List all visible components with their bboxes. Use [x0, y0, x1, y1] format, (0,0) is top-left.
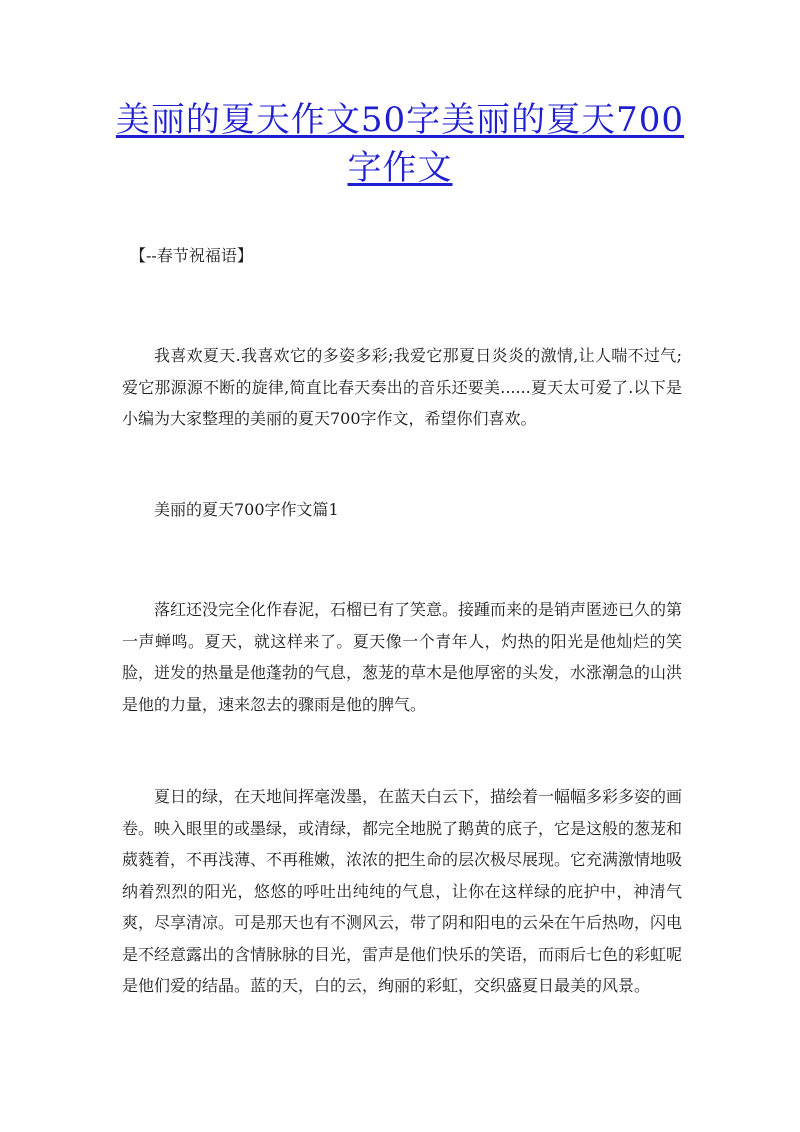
- body-paragraph-2: 夏日的绿，在天地间挥毫泼墨，在蓝天白云下，描绘着一幅幅多彩多姿的画卷。映入眼里的或墨绿，或清绿，都完全地脱了鹅黄的底子，它是这般的葱茏和葳蕤着，不再浅薄、不再稚嫩，浓浓的把生命的层次极尽展现。它充满激情地吸纳着烈烈的阳光，悠悠的呼吐出纯纯的气息，让你在这样绿的庇护中，神清气爽，尽享清凉。可是那天也有不测风云，带了阴和阳电的云朵在午后热吻，闪电是不经意露出的含情脉脉的目光，雷声是他们快乐的笑语，而雨后七色的彩虹呢是他们爱的结晶。蓝的天，白的云，绚丽的彩虹，交织盛夏日最美的风景。: [122, 787, 683, 995]
- intro-paragraph: 我喜欢夏天.我喜欢它的多姿多彩;我爱它那夏日炎炎的激情,让人喘不过气;爱它那源源不断的旋律,简直比春天奏出的音乐还要美......夏天太可爱了.以下是小编为大家整理的美丽的夏天700字作文，希望你们喜欢。: [122, 346, 682, 428]
- document-title-link[interactable]: 美丽的夏天作文50字美丽的夏天700字作文: [115, 100, 685, 188]
- body-paragraph-1: 落红还没完全化作春泥，石榴已有了笑意。接踵而来的是销声匿迹已久的第一声蝉鸣。夏天，就这样来了。夏天像一个青年人，灼热的阳光是他灿烂的笑脸，迸发的热量是他蓬勃的气息，葱茏的草木是他厚密的头发，水涨潮急的山洪是他的力量，速来忽去的骤雨是他的脾气。: [122, 600, 683, 714]
- category-tag: 【--春节祝福语】: [130, 246, 253, 265]
- section-heading: 美丽的夏天700字作文篇1: [154, 500, 339, 519]
